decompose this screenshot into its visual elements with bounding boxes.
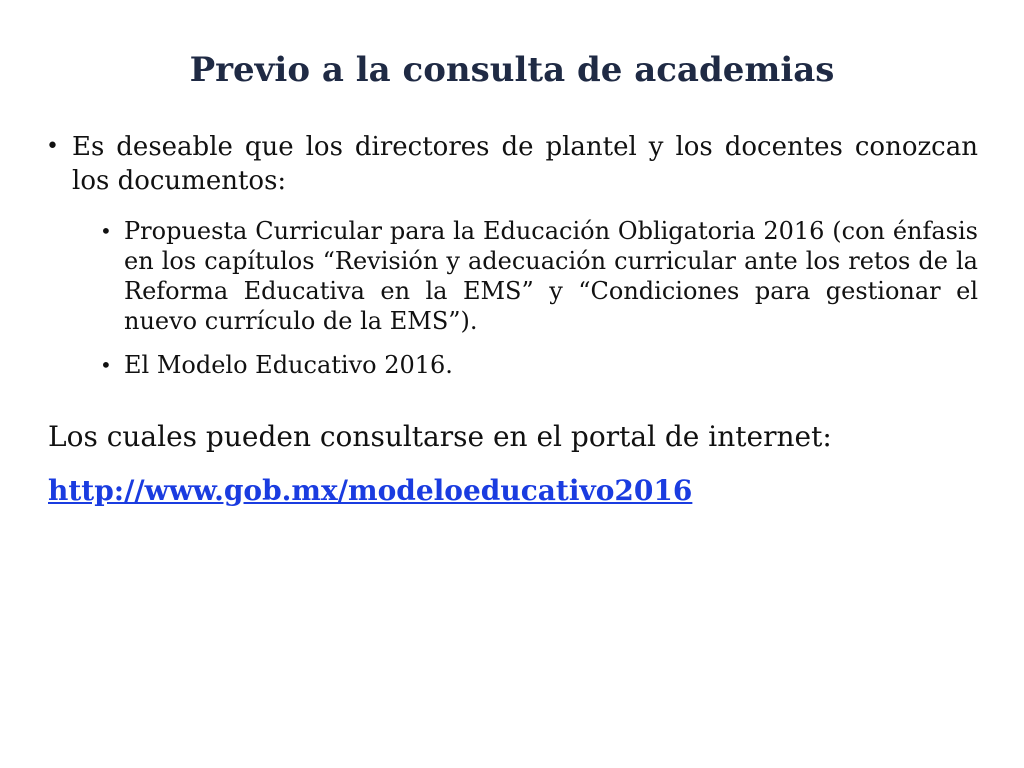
sub-point-text: Propuesta Curricular para la Educación Obligatoria 2016 (con énfasis en los capítulos “Revisión y adecuación curricular ante los retos de la Reforma Educativa en la EMS” y “Condiciones para gestionar el nuevo currículo de la EMS”). — [124, 217, 978, 335]
sub-point-text: El Modelo Educativo 2016. — [124, 351, 453, 379]
bullet-icon: • — [100, 219, 112, 243]
list-item — [48, 130, 978, 198]
portal-link[interactable]: http://www.gob.mx/modeloeducativo2016 — [48, 474, 693, 507]
sub-list-item — [100, 350, 978, 380]
bullet-list — [48, 130, 978, 394]
slide-title: Previo a la consulta de academias — [189, 50, 835, 90]
closing-text: Los cuales pueden consultarse en el portal de internet: — [48, 420, 832, 453]
bullet-icon: • — [46, 134, 59, 159]
sub-bullet-list — [48, 216, 978, 380]
bullet-icon: • — [100, 353, 112, 377]
sub-list-item — [100, 216, 978, 336]
main-point-text: Es deseable que los directores de plantel y los docentes conozcan los documentos: — [72, 132, 978, 196]
